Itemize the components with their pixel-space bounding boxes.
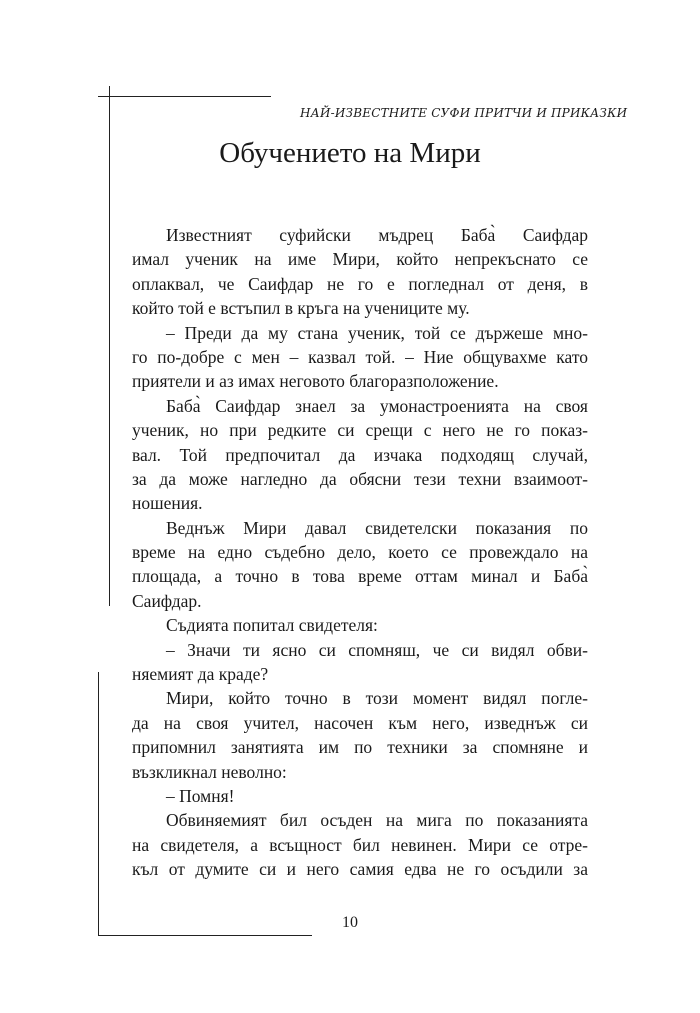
- running-head: НАЙ-ИЗВЕСТНИТЕ СУФИ ПРИТЧИ И ПРИКАЗКИ: [300, 106, 628, 120]
- text-line: няемият да краде?: [132, 664, 269, 685]
- text-line: да на своя учител, насочен към него, изведнъж си: [132, 712, 588, 733]
- text-line: Известният суфийски мъдрец Баба̀ Саифдар: [166, 225, 588, 245]
- text-line: Съдията попитал свидетеля:: [166, 615, 378, 636]
- bottom-rule: [98, 935, 312, 936]
- text-line: площада, а точно в това време оттам минал и Баба̀: [132, 566, 588, 587]
- text-line: къл от думите си и него самия едва не го осъдили за: [132, 859, 588, 880]
- text-line: Баба̀ Саифдар знаел за умонастроенията на своя: [166, 395, 588, 416]
- text-line: Веднъж Мири давал свидетелски показания по: [166, 517, 588, 538]
- text-line: ученик, но при редките си срещи с него не го показ-: [132, 420, 588, 441]
- text-line: – Преди да му стана ученик, той се държеше мно-: [166, 322, 588, 343]
- text-line: го по-добре с мен – казвал той. – Ние общувахме като: [132, 346, 588, 367]
- text-line: оплаквал, че Саифдар не го е погледнал от деня, в: [132, 273, 588, 294]
- text-line: Мири, който точно в този момент видял погле-: [166, 688, 588, 709]
- text-line: приятели и аз имах неговото благоразположение.: [132, 371, 499, 392]
- chapter-title: Обучението на Мири: [219, 137, 481, 169]
- text-line: вал. Той предпочитал да изчака подходящ случай,: [132, 444, 588, 465]
- text-line: имал ученик на име Мири, който непрекъснато се: [132, 249, 588, 270]
- page-number: 10: [342, 914, 358, 931]
- text-line: – Значи ти ясно си спомняш, че си видял обви-: [166, 639, 588, 660]
- text-line: за да може нагледно да обясни тези техни взаимоот-: [132, 468, 588, 489]
- text-line: на свидетеля, а всъщност бил невинен. Мири се отре-: [132, 834, 588, 855]
- text-line: Обвиняемият бил осъден на мига по показанията: [166, 810, 588, 831]
- text-line: Саифдар.: [132, 590, 202, 611]
- text-line: ношения.: [132, 493, 203, 514]
- text-line: време на едно съдебно дело, което се провеждало на: [132, 542, 588, 563]
- left-rule-lower: [98, 672, 99, 936]
- text-line: възкликнал неволно:: [132, 761, 287, 782]
- body-text: [132, 223, 588, 882]
- top-rule: [98, 96, 271, 97]
- text-line: припомнил занятията им по техники за спомняне и: [132, 737, 588, 758]
- text-line: който той е встъпил в кръга на учениците му.: [132, 298, 470, 319]
- text-line: – Помня!: [166, 785, 235, 806]
